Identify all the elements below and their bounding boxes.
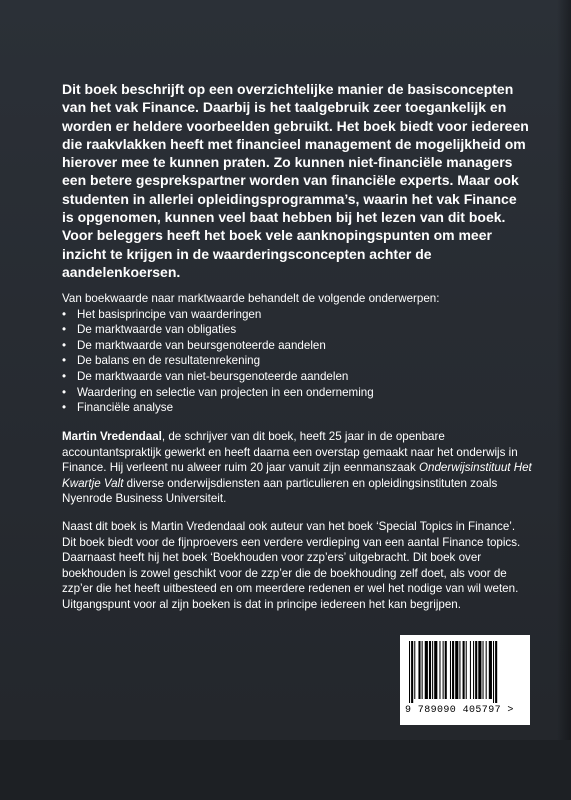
- isbn-number: [405, 705, 527, 716]
- barcode-bar: [463, 641, 465, 699]
- topic-item: • De marktwaarde van niet-beursgenoteerde aandelen: [62, 369, 532, 385]
- barcode-bar: [486, 641, 487, 699]
- barcode-bar: [439, 641, 440, 699]
- author-bio: [62, 429, 532, 507]
- barcode-bar: [483, 641, 484, 699]
- barcode-bar: [409, 641, 410, 703]
- intro-paragraph: Dit boek beschrijft op een overzichtelijke manier de basisconcepten van het vak Finance. Daarbij is het taalgebruik zeer toegankelijk en worden er heldere voorbeelden gebruikt. Het boek biedt voor iedereen die raakvlakken heeft met financieel management de mogelijkheid om hierover mee te kunnen praten. Zo kunnen niet-financiële managers een betere gesprekspartner worden van financiële experts. Maar ook studenten in allerlei opleidingsprogramma’s, waarin het vak Finance is opgenomen, kunnen veel baat hebben bij het lezen van dit boek. Voor beleggers heeft het boek vele aanknopingspunten om meer inzicht te krijgen in de waarderingsconcepten achter de aandelenkoersen.: [62, 81, 529, 280]
- isbn-barcode: [400, 635, 530, 725]
- barcode-bar: [459, 641, 460, 699]
- topic-item: • De balans en de resultatenrekening: [62, 353, 532, 369]
- topics-list: [62, 307, 532, 416]
- barcode-bar: [411, 641, 413, 703]
- barcode-bar: [414, 641, 415, 699]
- barcode-bar: [434, 641, 437, 699]
- barcode-bar: [489, 641, 492, 699]
- barcode-bar: [495, 641, 497, 703]
- barcode-bar: [443, 641, 444, 699]
- barcode-bar: [429, 641, 431, 699]
- barcode-bar: [425, 641, 428, 699]
- barcode-bars: [409, 641, 521, 703]
- author-name: Martin Vredendaal: [62, 430, 162, 443]
- barcode-bar: [450, 641, 451, 699]
- isbn-arrow: >: [507, 705, 514, 716]
- barcode-bar: [422, 641, 423, 699]
- topic-item: • Waardering en selectie van projecten in een onderneming: [62, 385, 532, 401]
- other-books-paragraph: Naast dit boek is Martin Vredendaal ook auteur van het boek ‘Special Topics in Finance’. Dit boek biedt voor de fijnproevers een verdere verdieping van een aantal Finance topics. Daarnaast heeft hij het boek ‘Boekhouden voor zzp’ers’ uitgebracht. Dit boek over boekhouden is zowel geschikt voor de zzp’er die de boekhouding zelf doet, als voor de zzp’er die het heeft uitbesteed en om meerdere redenen er wel het nodige van wil weten. Uitgangspunt voor al zijn boeken is dat in principe iedereen het kan begrijpen.: [62, 520, 521, 611]
- topic-item: • De marktwaarde van obligaties: [62, 322, 532, 338]
- author-company: Onderwijsinstituut Het Kwartje Valt: [62, 461, 532, 490]
- barcode-bar: [432, 641, 433, 699]
- barcode-bar: [455, 641, 458, 699]
- bottom-band: [0, 740, 571, 800]
- barcode-bar: [452, 641, 454, 699]
- barcode-bar: [418, 641, 420, 699]
- barcode-bar: [445, 641, 447, 699]
- author-bio-text-1: , de schrijver van dit boek, heeft 25 jaar in de openbare accountantspraktijk gewerkt en heeft daarna een overstap gemaakt naar het onderwijs in Finance. Hij verleent nu alweer ruim 20 jaar vanuit zijn eenmanszaak: [62, 430, 518, 475]
- barcode-bar: [478, 641, 481, 699]
- spine-shadow: [557, 0, 571, 740]
- topics-lead: Van boekwaarde naar marktwaarde behandelt de volgende onderwerpen:: [62, 292, 440, 305]
- barcode-bar: [470, 641, 471, 699]
- barcode-bar: [493, 641, 494, 703]
- topic-item: • Financiële analyse: [62, 400, 532, 416]
- topics-section: [62, 291, 532, 416]
- topic-item: • Het basisprincipe van waarderingen: [62, 307, 532, 323]
- barcode-bar: [473, 641, 474, 699]
- isbn-digits: 9 789090 405797: [405, 705, 502, 716]
- barcode-bar: [466, 641, 467, 699]
- barcode-bar: [475, 641, 477, 699]
- author-bio-text-2: diverse onderwijsdiensten aan particulieren en opleidingsinstituten zoals Nyenrode Business Universiteit.: [62, 476, 498, 506]
- topic-item: • De marktwaarde van beursgenoteerde aandelen: [62, 338, 532, 354]
